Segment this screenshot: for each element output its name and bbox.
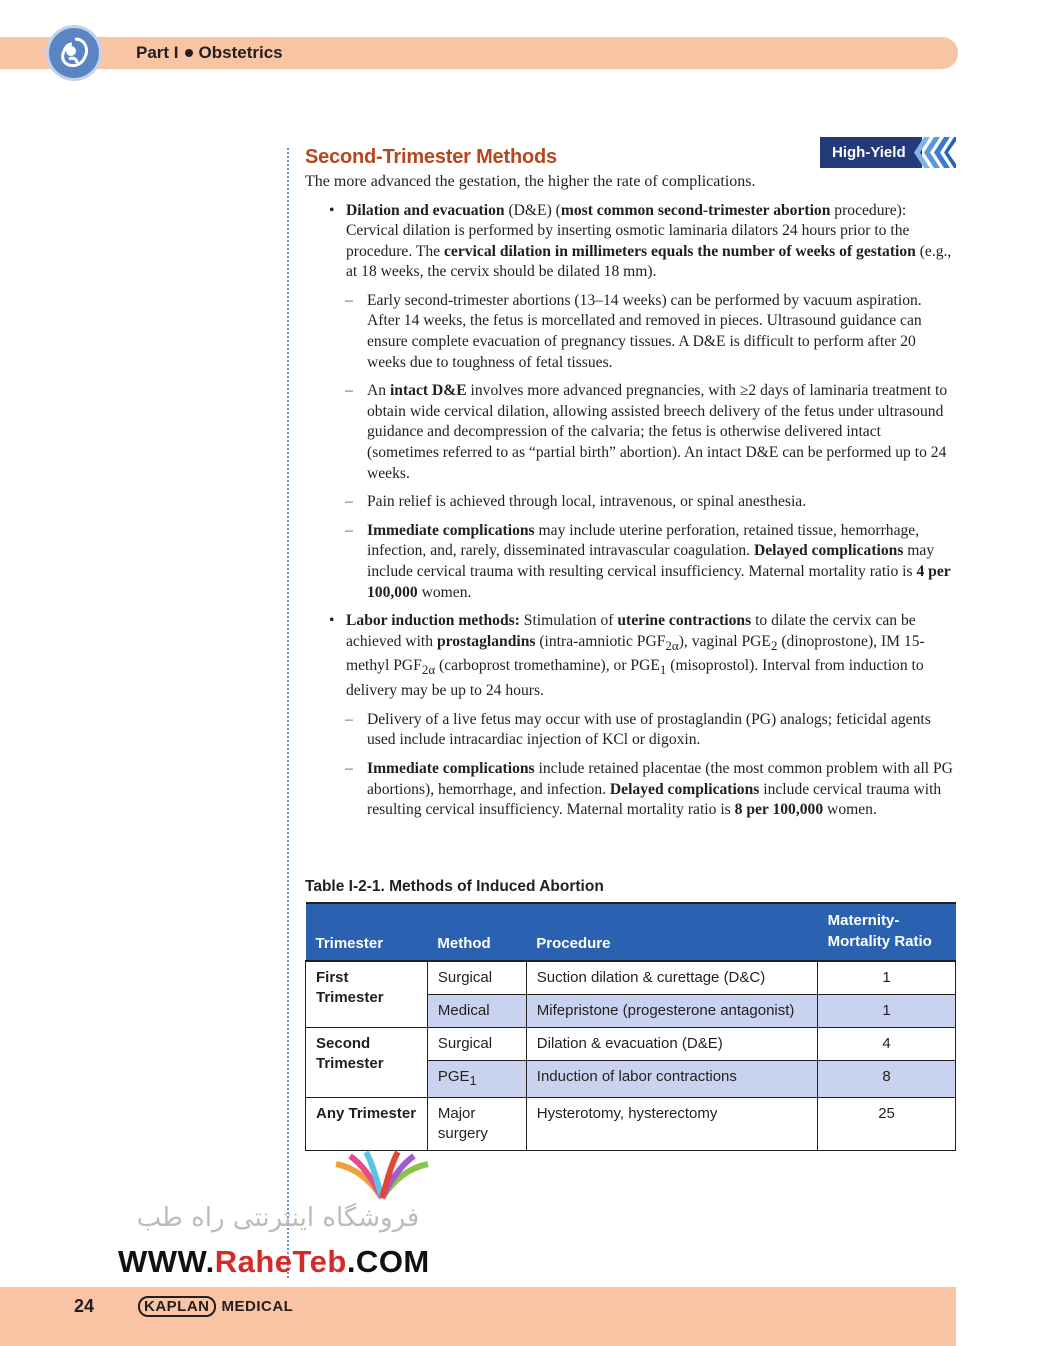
url-part: .COM (346, 1244, 430, 1279)
col-header-ratio: Maternity-Mortality Ratio (818, 903, 956, 961)
procedure-cell: Induction of labor contractions (526, 1061, 817, 1098)
bold-term: prostaglandins (436, 632, 536, 650)
table-caption: Table I-2-1. Methods of Induced Abortion (305, 878, 604, 895)
url-part: WWW. (118, 1244, 215, 1279)
text-run: women. (417, 583, 472, 601)
text-run: ), vaginal PGE (678, 632, 771, 650)
bold-term: Immediate complications (367, 759, 535, 777)
ratio-cell: 4 (818, 1028, 956, 1061)
text-run: involves more advanced pregnancies, with ≥2 days of laminaria treatment to obtain wide cervical dilation, allowing assisted breech delivery of the fetus under ultrasound guidance and decompression of the calvaria; the fetus is otherwise delivered intact (sometimes referred to as “partial birth” abortion). An intact D&E can be performed up to 24 weeks. (367, 382, 948, 482)
trimester-cell: Any Trimester (306, 1098, 428, 1151)
watermark-persian: فروشگاه اینترنتی راه طب (136, 1203, 420, 1233)
bold-term: uterine contractions (617, 612, 752, 630)
subscript: 2 (770, 637, 778, 653)
bold-term: 4 per 100,000 (367, 563, 951, 601)
brand-suffix: MEDICAL (221, 1298, 294, 1315)
ratio-cell: 8 (818, 1061, 956, 1098)
method-text: PGE (437, 1068, 470, 1085)
text-run: (carboprost tromethamine), or PGE (435, 657, 660, 675)
col-header-trimester: Trimester (306, 903, 428, 961)
bullet-dilation-evacuation (305, 201, 955, 283)
method-cell: Surgical (427, 961, 526, 995)
bold-term: cervical dilation in millimeters equals the number of weeks of gestation (444, 242, 916, 260)
col-header-procedure: Procedure (526, 903, 817, 961)
brand-name: KAPLAN (138, 1296, 216, 1317)
method-cell: Surgical (427, 1028, 526, 1061)
table-row (306, 1028, 956, 1061)
bold-term: Immediate complications (367, 521, 535, 539)
high-yield-badge: High-Yield (820, 137, 922, 168)
methods-table (305, 902, 956, 1151)
page-number: 24 (74, 1296, 95, 1316)
text-run: Stimulation of (519, 612, 618, 630)
subpoint-live-fetus: – Delivery of a live fetus may occur with use of prostaglandin (PG) analogs; feticidal agents used include intracardiac injection of KCl or digoxin. (305, 710, 955, 751)
text-run: An (367, 382, 390, 400)
part-label: Part I (136, 43, 179, 62)
watermark-url[interactable] (118, 1244, 430, 1280)
text-run: (e.g., at 18 weeks, the cervix should be dilated 18 mm). (346, 242, 952, 281)
bullet-dot (185, 49, 193, 57)
procedure-cell: Mifepristone (progesterone antagonist) (526, 995, 817, 1028)
trimester-cell: First Trimester (306, 961, 428, 1028)
subpoint-li-complications (305, 759, 955, 821)
procedure-cell: Suction dilation & curettage (D&C) (526, 961, 817, 995)
text-run: (D&E) ( (504, 201, 561, 219)
bold-term: Delayed complications (609, 780, 760, 798)
subpoint-intact-de (305, 381, 955, 484)
fetus-icon (46, 25, 102, 81)
section-label: Obstetrics (198, 43, 283, 62)
procedure-cell: Dilation & evacuation (D&E) (526, 1028, 817, 1061)
table-row (306, 961, 956, 995)
section-title: Second-Trimester Methods (305, 146, 557, 168)
text-run: may include cervical trauma with resulting cervical insufficiency. Maternal mortality ratio is (367, 542, 935, 580)
text-run: include retained placentae (the most common problem with all PG abortions), hemorrhage, and infection. (367, 759, 953, 798)
text-run: to dilate the cervix can be achieved with (346, 612, 916, 650)
text-run: (intra-amniotic PGF (535, 632, 666, 650)
subscript: 2α (421, 662, 436, 678)
method-cell: Medical (427, 995, 526, 1028)
main-content (305, 146, 955, 829)
ratio-cell: 1 (818, 961, 956, 995)
text-run: (misoprostol). Interval from induction to delivery may be up to 24 hours. (346, 657, 924, 700)
subpoint-pain-relief: – Pain relief is achieved through local, intravenous, or spinal anesthesia. (305, 492, 955, 513)
table-row (306, 1098, 956, 1151)
margin-rule (287, 148, 289, 1278)
trimester-cell: Second Trimester (306, 1028, 428, 1098)
bold-term: 8 per 100,000 (734, 801, 824, 819)
subscript: 1 (469, 1074, 477, 1088)
ratio-cell: 1 (818, 995, 956, 1028)
open-book-icon (326, 1150, 438, 1202)
intro-text: The more advanced the gestation, the higher the rate of complications. (305, 173, 756, 190)
subpoint-de-complications (305, 521, 955, 603)
text-run: include cervical trauma with resulting cervical insufficiency. Maternal mortality ratio is (367, 780, 942, 819)
bold-term: Delayed complications (753, 542, 904, 560)
bold-term: Labor induction methods: (346, 612, 520, 630)
table-header-row (306, 903, 956, 961)
publisher-logo (138, 1298, 293, 1315)
procedure-cell: Hysterotomy, hysterectomy (526, 1098, 817, 1151)
bold-term: intact D&E (389, 382, 467, 400)
text-run: procedure): Cervical dilation is performed by inserting osmotic laminaria dilators 24 hours prior to the procedure. The (346, 201, 910, 260)
running-header (136, 43, 283, 63)
subscript: 1 (659, 662, 667, 678)
bold-term: most common second-trimester abortion (560, 201, 831, 219)
bold-term: Dilation and evacuation (346, 201, 505, 219)
bullet-labor-induction (305, 611, 955, 702)
text-run: (dinoprostone), IM 15-methyl PGF (346, 632, 925, 675)
method-cell: Major surgery (427, 1098, 526, 1151)
subpoint-early-abortions: – Early second-trimester abortions (13–14 weeks) can be performed by vacuum aspiration. After 14 weeks, the fetus is morcellated and removed in pieces. Ultrasound guidance can ensure complete evacuation of pregnancy tissues. A D&E is difficult to perform after 20 weeks due to toughness of fetal tissues. (305, 291, 955, 373)
col-header-method: Method (427, 903, 526, 961)
text-run: may include uterine perforation, retained tissue, hemorrhage, infection, and, rarely, disseminated intravascular coagulation. (367, 521, 920, 560)
ratio-cell: 25 (818, 1098, 956, 1151)
text-run: women. (823, 801, 877, 819)
subscript: 2α (665, 637, 679, 653)
url-part: RaheTeb (214, 1244, 347, 1279)
method-cell (427, 1061, 526, 1098)
